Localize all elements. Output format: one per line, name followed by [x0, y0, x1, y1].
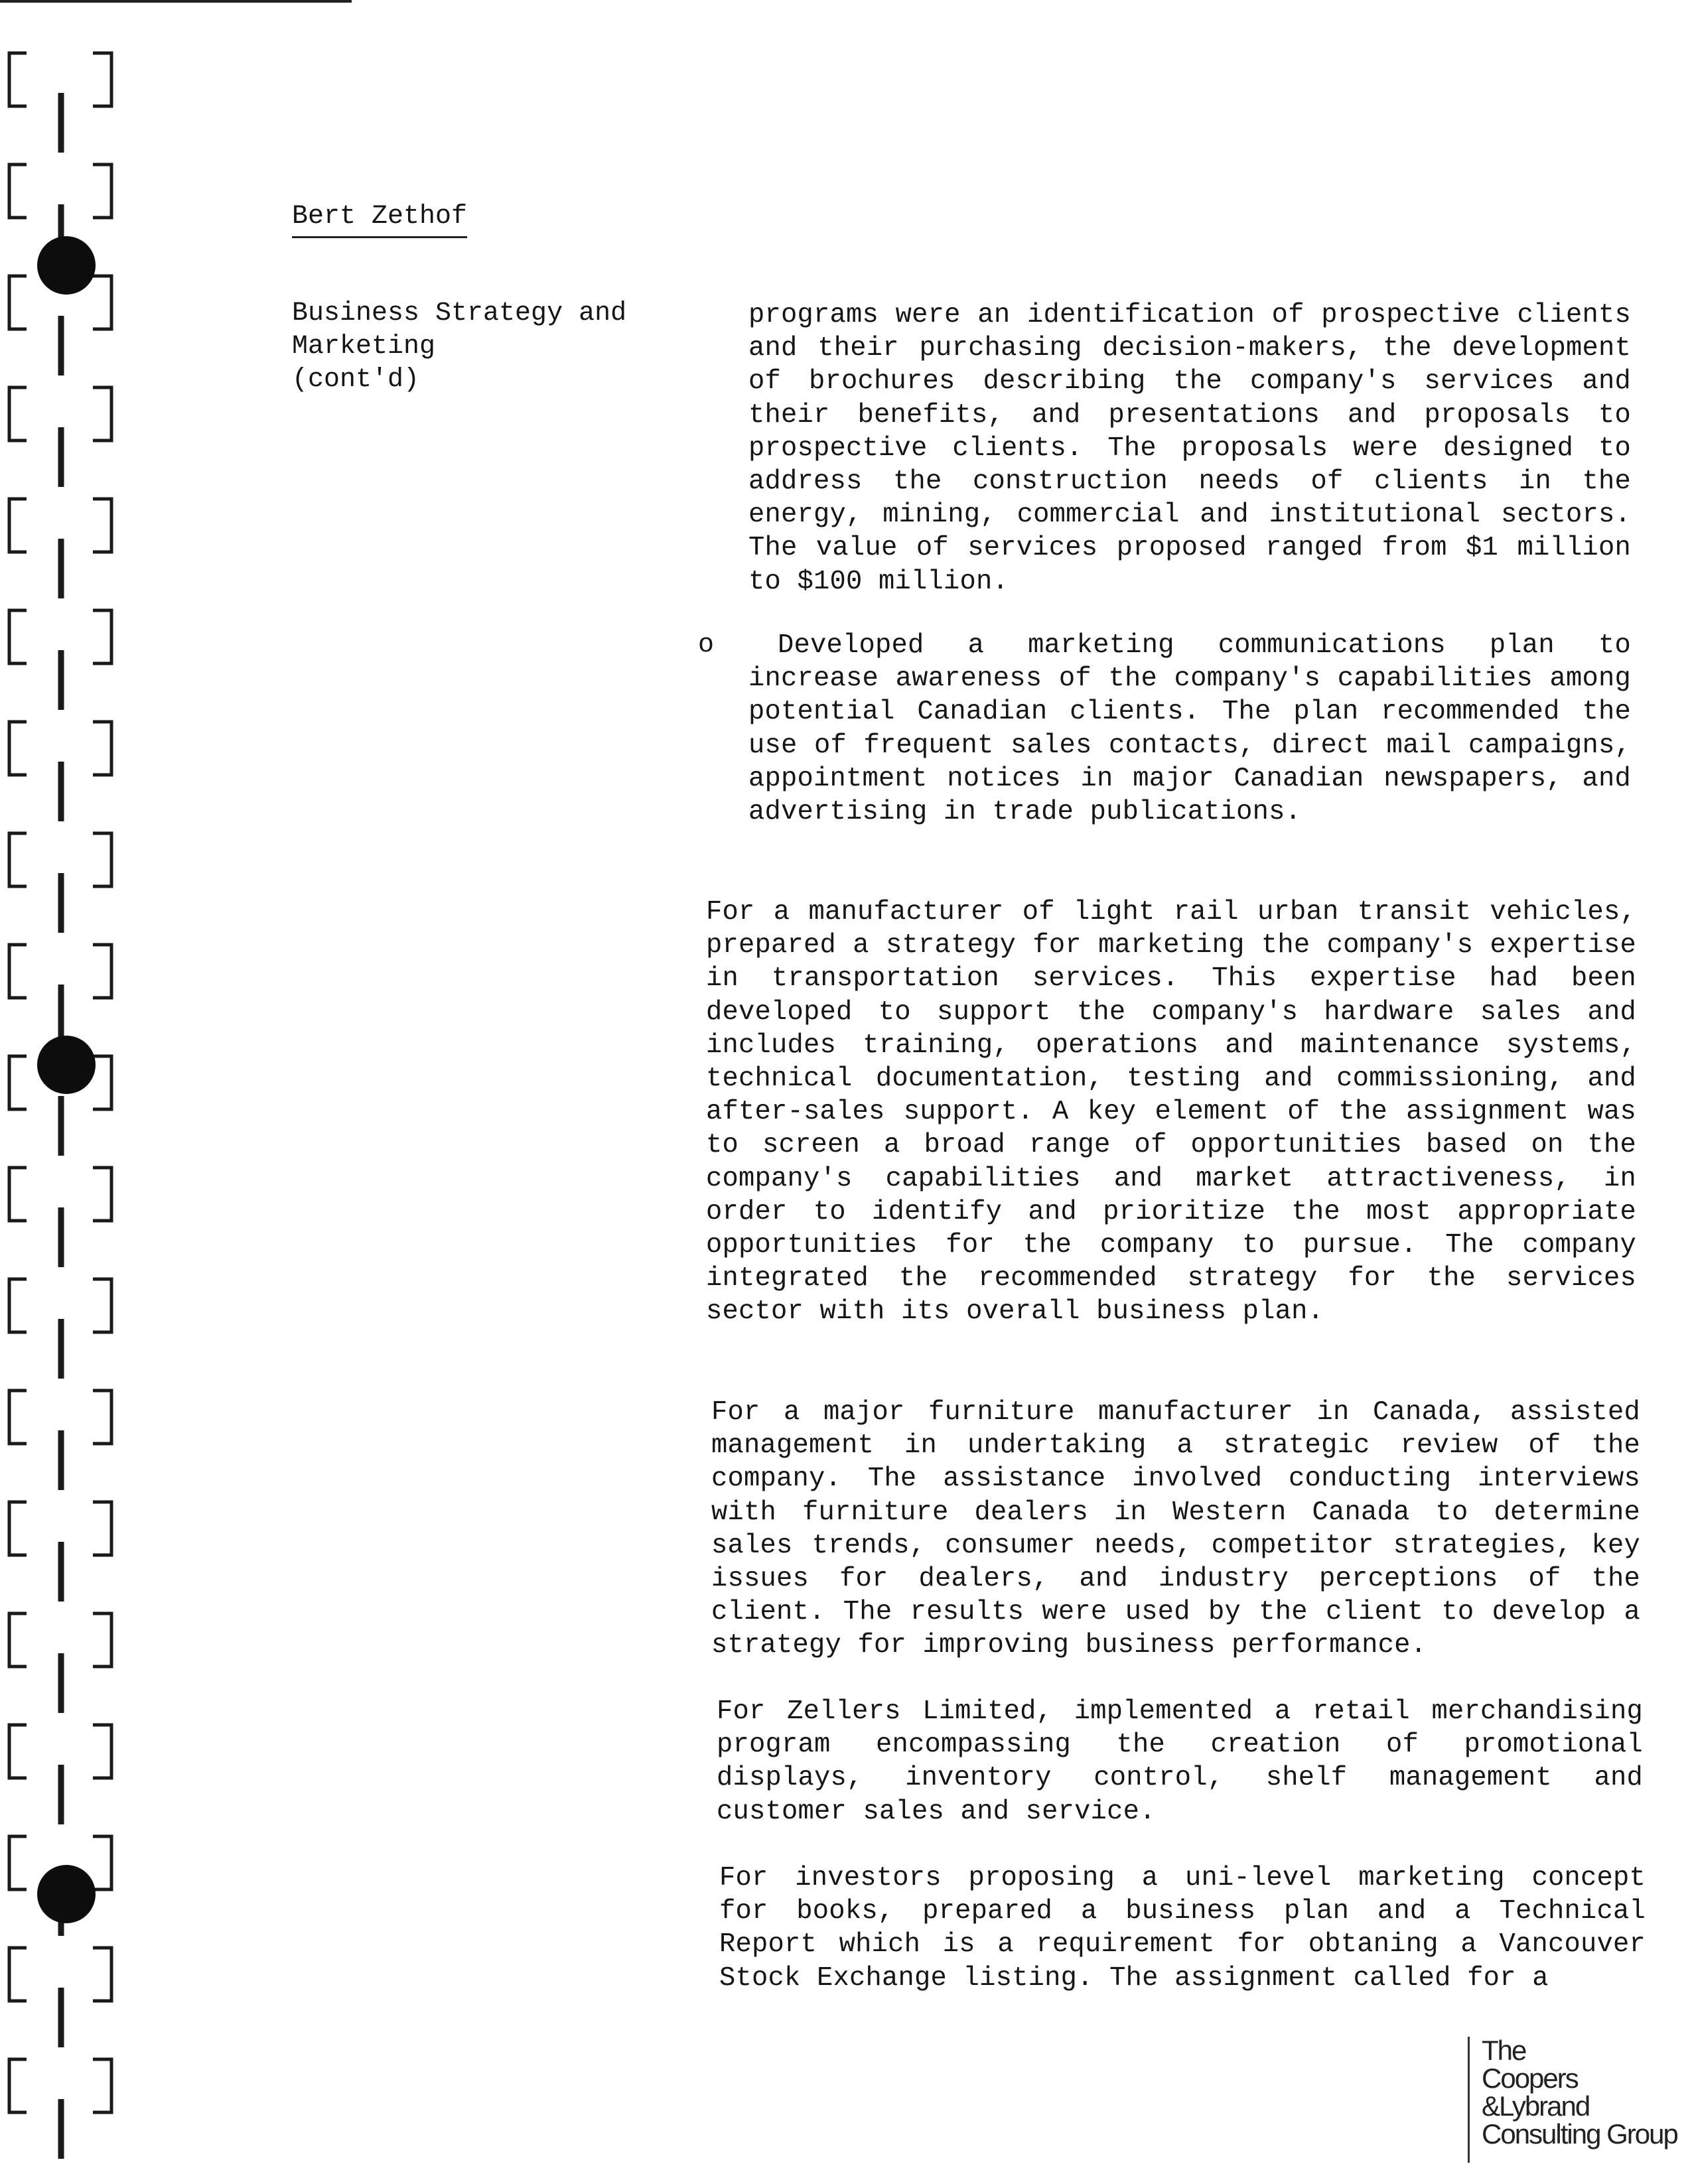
- punch-hole: [37, 1865, 96, 1923]
- binding-bracket-right: [93, 1279, 111, 1332]
- binding-bracket-right: [93, 499, 111, 552]
- binding-bracket-right: [93, 1502, 111, 1555]
- binding-bracket-right: [93, 1836, 111, 1889]
- binding-bracket-right: [93, 722, 111, 775]
- binding-bracket-right: [93, 945, 111, 998]
- logo-line: The: [1482, 2035, 1526, 2066]
- paragraph-light-rail: For a manufacturer of light rail urban transit vehicles, prepared a strategy for marketing the company's expertise in transportation services. This expertise had been developed to support the company's hardware sales and includes training, operations and maintenance systems, technical documentation, testing and commissioning, and after-sales support. A key element of the assignment was to screen a broad range of opportunities based on the company's capabilities and market attractiveness, in order to identify and prioritize the most appropriate opportunities for the company to pursue. The company integrated the recommended strategy for the services sector with its overall business plan.: [706, 897, 1636, 1328]
- binding-bracket-left: [9, 945, 27, 998]
- paragraph-marketing-plan: Developed a marketing communications plan to increase awareness of the company's capabilities among potential Canadian clients. The plan recommended the use of frequent sales contacts, direct mail campaigns, appointment notices in major Canadian newspapers, and advertising in trade publications.: [748, 630, 1631, 828]
- binding-bracket-left: [9, 53, 27, 106]
- logo-line: &Lybrand: [1482, 2090, 1590, 2122]
- binding-bracket-left: [9, 276, 27, 329]
- binding-bracket-left: [9, 610, 27, 663]
- binding-bracket-right: [93, 1056, 111, 1109]
- binding-bracket-left: [9, 1279, 27, 1332]
- section-label: [292, 297, 703, 397]
- section-label-line: Business Strategy and: [292, 299, 627, 328]
- punch-hole: [37, 236, 96, 295]
- binding-bracket-left: [9, 1725, 27, 1778]
- binding-bracket-left: [9, 1391, 27, 1444]
- binding-bracket-left: [9, 1056, 27, 1109]
- binding-bracket-left: [9, 2059, 27, 2112]
- binding-bracket-right: [93, 833, 111, 886]
- paragraph-investors: For investors proposing a uni-level marketing concept for books, prepared a business plan and a Technical Report which is a requirement for obtaning a Vancouver Stock Exchange listing. The assignment called for a: [719, 1863, 1646, 1994]
- binding-bracket-left: [9, 499, 27, 552]
- binding-bracket-right: [93, 1613, 111, 1667]
- binding-bracket-right: [93, 2059, 111, 2112]
- binding-bracket-right: [93, 610, 111, 663]
- binding-bracket-right: [93, 276, 111, 329]
- logo-line: Coopers: [1482, 2063, 1578, 2094]
- bullet-marker: o: [698, 630, 715, 660]
- binding-bracket-left: [9, 1502, 27, 1555]
- logo-line: Consulting Group: [1482, 2118, 1677, 2150]
- binding-bracket-right: [93, 1725, 111, 1778]
- binding-bracket-right: [93, 165, 111, 218]
- section-label-line: (cont'd): [292, 365, 420, 395]
- punch-hole: [37, 1036, 96, 1094]
- binding-bracket-right: [93, 1168, 111, 1221]
- page-title: Bert Zethof: [292, 200, 467, 238]
- binding-bracket-left: [9, 165, 27, 218]
- binding-bracket-left: [9, 387, 27, 441]
- binding-bracket-right: [93, 53, 111, 106]
- binding-bracket-left: [9, 1836, 27, 1889]
- binding-bracket-left: [9, 1948, 27, 2001]
- spiral-binding: [0, 40, 146, 2163]
- paragraph-programs: programs were an identification of prospective clients and their purchasing decision-makers, the development of brochures describing the company's services and their benefits, and presentations and proposals to prospective clients. The proposals were designed to address the construction needs of clients in the energy, mining, commercial and institutional sectors. The value of services proposed ranged from $1 million to $100 million.: [748, 300, 1631, 597]
- binding-bracket-left: [9, 1168, 27, 1221]
- company-logo: [1468, 2035, 1677, 2163]
- binding-bracket-right: [93, 387, 111, 441]
- binding-bracket-left: [9, 833, 27, 886]
- binding-bracket-right: [93, 1391, 111, 1444]
- paragraph-furniture: For a major furniture manufacturer in Canada, assisted management in undertaking a strategic review of the company. The assistance involved conducting interviews with furniture dealers in Western Canada to determine sales trends, consumer needs, competitor strategies, key issues for dealers, and industry perceptions of the client. The results were used by the client to develop a strategy for improving business performance.: [711, 1397, 1640, 1661]
- binding-bracket-left: [9, 722, 27, 775]
- paragraph-zellers: For Zellers Limited, implemented a retail merchandising program encompassing the creation of promotional displays, inventory control, shelf management and customer sales and service.: [717, 1696, 1643, 1827]
- binding-bracket-left: [9, 1613, 27, 1667]
- section-label-line: Marketing: [292, 332, 436, 362]
- top-rule: [0, 0, 352, 3]
- binding-bracket-right: [93, 1948, 111, 2001]
